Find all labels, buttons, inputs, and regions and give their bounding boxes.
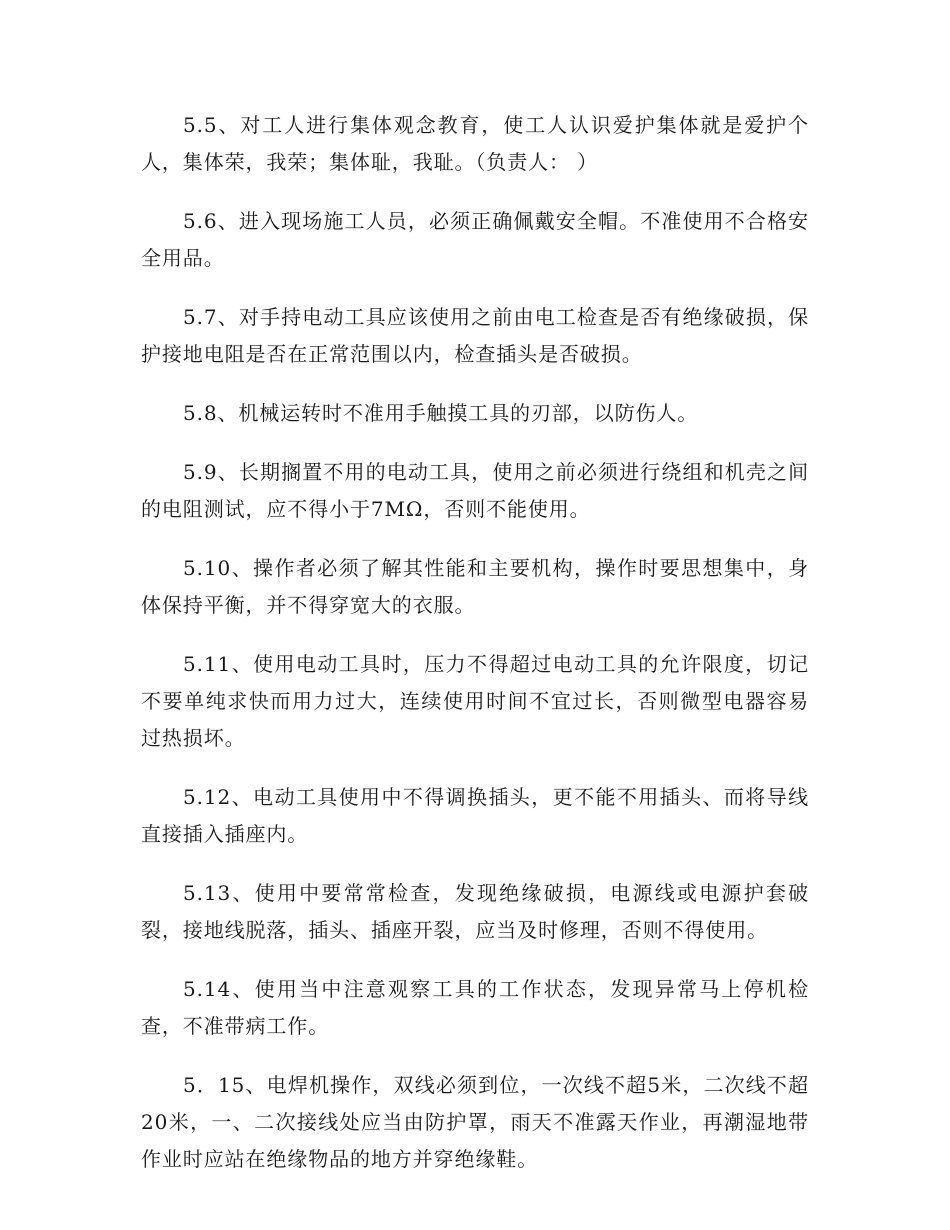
paragraph-5-14: 5.14、使用当中注意观察工具的工作状态，发现异常马上停机检查，不准带病工作。 <box>141 977 809 1038</box>
paragraph-5-7: 5.7、对手持电动工具应该使用之前由电工检查是否有绝缘破损，保护接地电阻是否在正常范围以内，检查插头是否破损。 <box>141 305 809 366</box>
paragraph-5-15: 5．15、电焊机操作，双线必须到位，一次线不超5米，二次线不超20米，一、二次接线处应当由防护罩，雨天不准露天作业，再潮湿地带作业时应站在绝缘物品的地方并穿绝缘鞋。 <box>141 1073 809 1171</box>
paragraph-5-8: 5.8、机械运转时不准用手触摸工具的刃部，以防伤人。 <box>183 401 699 425</box>
document-body <box>141 107 809 1200</box>
paragraph-5-5: 5.5、对工人进行集体观念教育，使工人认识爱护集体就是爱护个人，集体荣，我荣；集体耻，我耻。（负责人： ） <box>141 113 809 174</box>
paragraph-5-6: 5.6、进入现场施工人员，必须正确佩戴安全帽。不准使用不合格安全用品。 <box>141 209 809 270</box>
paragraph-5-12: 5.12、电动工具使用中不得调换插头，更不能不用插头、而将导线直接插入插座内。 <box>141 785 809 846</box>
paragraph-5-10: 5.10、操作者必须了解其性能和主要机构，操作时要思想集中，身体保持平衡，并不得穿宽大的衣服。 <box>141 556 809 617</box>
paragraph-5-13: 5.13、使用中要常常检查，发现绝缘破损，电源线或电源护套破裂，接地线脱落，插头、插座开裂，应当及时修理，否则不得使用。 <box>141 881 809 942</box>
paragraph-5-9: 5.9、长期搁置不用的电动工具，使用之前必须进行绕组和机壳之间的电阻测试，应不得小于7MΩ，否则不能使用。 <box>141 460 809 521</box>
paragraph-5-11: 5.11、使用电动工具时，压力不得超过电动工具的允许限度，切记不要单纯求快而用力过大，连续使用时间不宜过长，否则微型电器容易过热损坏。 <box>141 652 809 750</box>
